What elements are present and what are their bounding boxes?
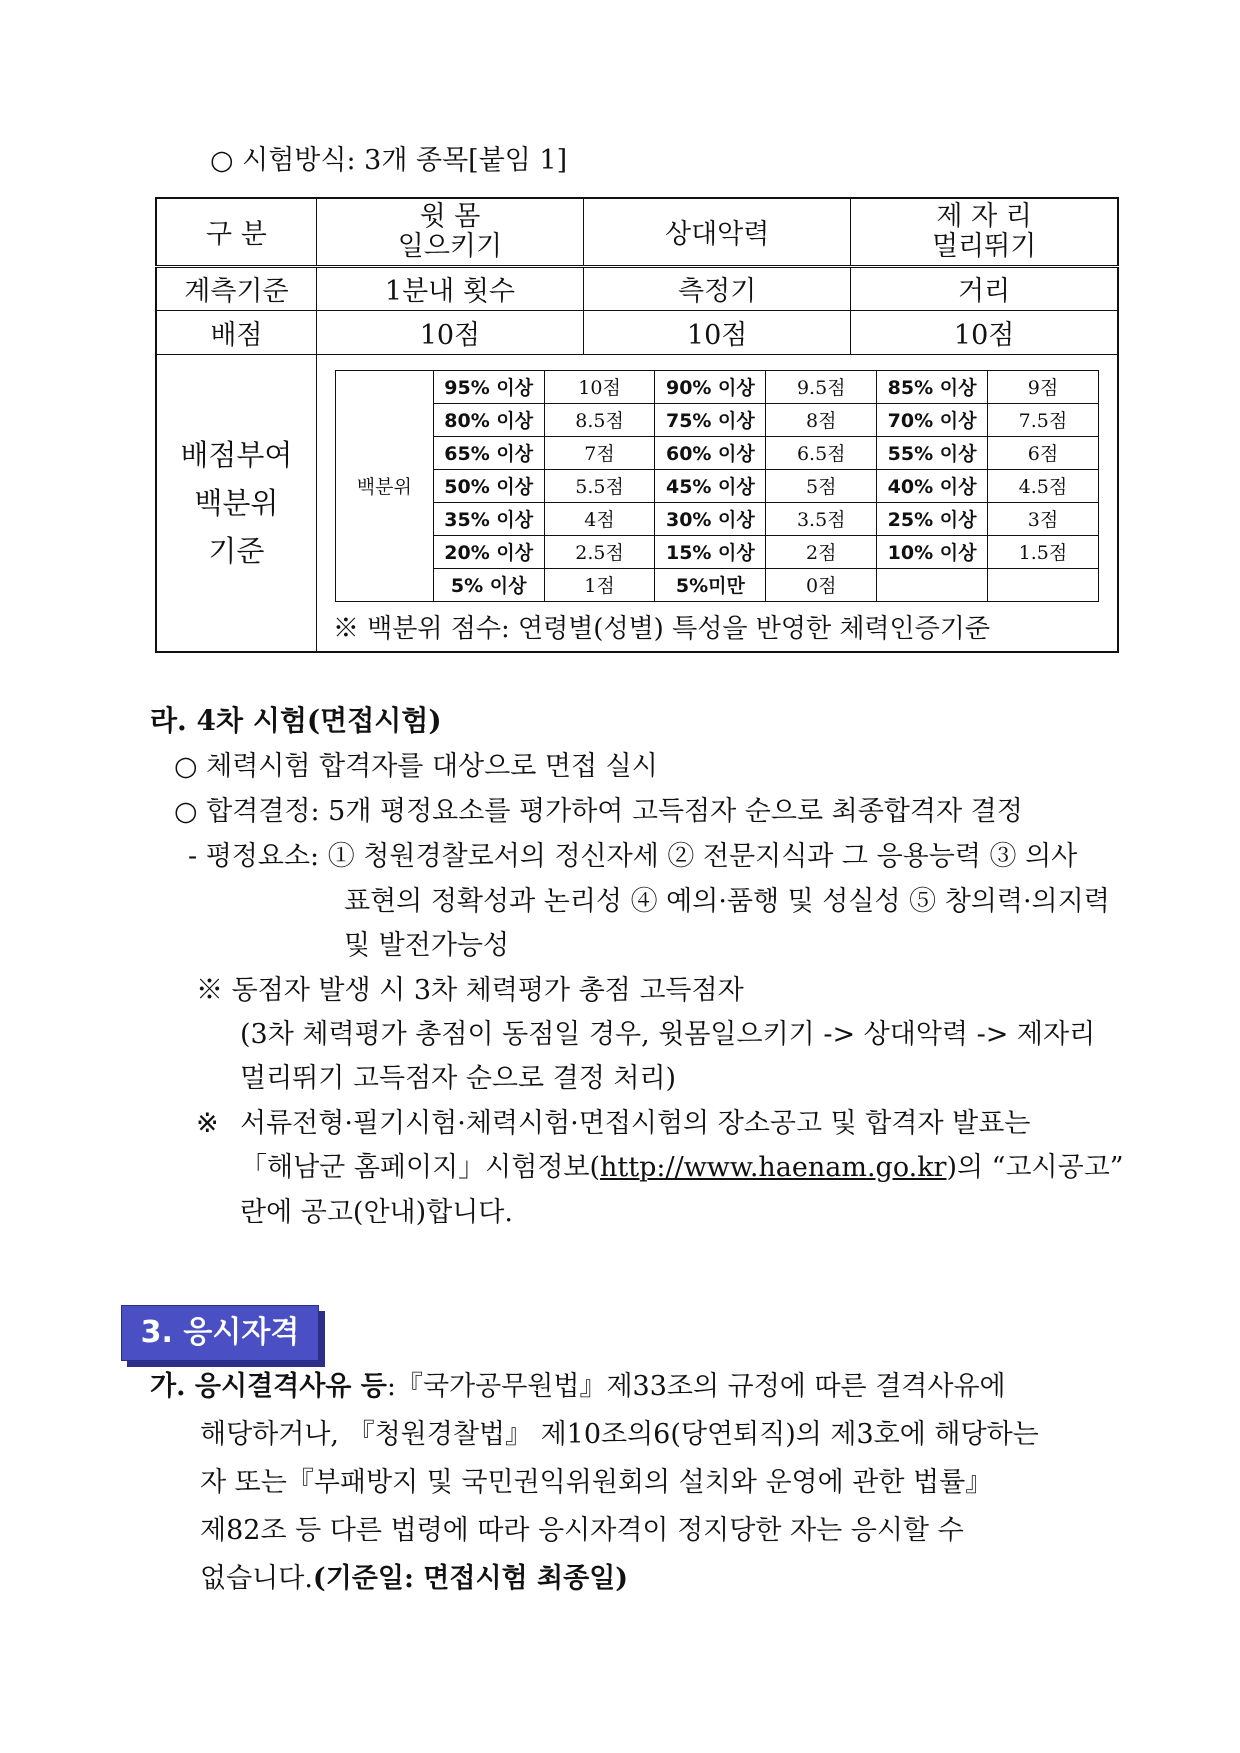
percentile-threshold: 10% 이상 [877,535,988,568]
score-row [156,310,1118,354]
measure-grip: 측정기 [584,266,851,310]
percentile-threshold: 90% 이상 [655,370,766,403]
percentile-points: 7.5점 [988,403,1099,436]
ga-line4: 제82조 등 다른 법령에 따라 응시자격이 정지당한 자는 응시할 수 [200,1515,964,1546]
percentile-threshold: 15% 이상 [655,535,766,568]
measure-longjump: 거리 [851,266,1118,310]
percentile-points: 3점 [988,502,1099,535]
percentile-points: 7점 [544,436,655,469]
basis-label-line3: 기준 [208,533,265,568]
header-situps-line1: 윗 몸 [419,200,481,232]
percentile-points: 4점 [544,502,655,535]
percentile-threshold: 20% 이상 [433,535,544,568]
ra-note1-line3: 멀리뛰기 고득점자 순으로 결정 처리) [240,1063,677,1094]
percentile-points: 8.5점 [544,403,655,436]
exam-table [155,197,1119,653]
ra-note1-line2: (3차 체력평가 총점이 동점일 경우, 윗몸일으키기 -> 상대악력 -> 제자리 [240,1019,1096,1050]
measure-row [156,266,1118,310]
table-header-row [156,198,1118,266]
ga-line5 [200,1562,628,1596]
percentile-points [988,568,1099,601]
header-grip: 상대악력 [584,198,851,266]
header-situps [316,198,583,266]
percentile-row [335,370,1098,403]
percentile-threshold: 65% 이상 [433,436,544,469]
ra-bullet-2: ○ 합격결정: 5개 평정요소를 평가하여 고득점자 순으로 최종합격자 결정 [174,796,1023,827]
ra-note2-line3: 란에 공고(안내)합니다. [240,1197,513,1228]
header-category: 구 분 [156,198,316,266]
percentile-points: 5점 [766,469,877,502]
percentile-points: 10점 [544,370,655,403]
percentile-row [335,436,1098,469]
ga-line2: 해당하거나, 『청원경찰법』 제10조의6(당연퇴직)의 제3호에 해당하는 [200,1419,1039,1450]
ra-note2-line1: 서류전형·필기시험·체력시험·면접시험의 장소공고 및 합격자 발표는 [240,1108,1031,1139]
basis-label-line2: 백분위 [194,485,279,520]
ra-factors-line1: - 평정요소: ① 청원경찰로서의 정신자세 ② 전문지식과 그 응용능력 ③ 의사 [188,841,1078,872]
ra-bullet-1: ○ 체력시험 합격자를 대상으로 면접 실시 [174,751,658,782]
percentile-threshold: 5% 이상 [433,568,544,601]
percentile-points: 1.5점 [988,535,1099,568]
ra-note2-mark: ※ [196,1108,219,1139]
percentile-footnote: ※ 백분위 점수: 연령별(성별) 특성을 반영한 체력인증기준 [332,613,991,644]
percentile-threshold: 25% 이상 [877,502,988,535]
percentile-threshold: 95% 이상 [433,370,544,403]
ga-line1 [150,1370,1006,1404]
percentile-points: 6.5점 [766,436,877,469]
ga-prefix: 가. [150,1371,195,1402]
score-longjump: 10점 [851,310,1118,354]
percentile-points: 9.5점 [766,370,877,403]
percentile-row [335,502,1098,535]
percentile-points: 2점 [766,535,877,568]
percentile-row [335,535,1098,568]
percentile-threshold: 5%미만 [655,568,766,601]
percentile-threshold: 85% 이상 [877,370,988,403]
percentile-threshold: 75% 이상 [655,403,766,436]
basis-label [156,354,316,652]
ra-note2-line2-start: 「해남군 홈페이지」시험정보( [240,1152,601,1183]
ga-line5-start: 없습니다. [200,1563,313,1594]
percentile-threshold: 40% 이상 [877,469,988,502]
percentile-row [335,403,1098,436]
percentile-points: 2.5점 [544,535,655,568]
basis-row [156,354,1118,652]
ga-heading: 응시결격사유 등 [194,1371,387,1402]
percentile-threshold: 50% 이상 [433,469,544,502]
exam-method-line: ○ 시험방식: 3개 종목[붙임 1] [210,145,568,176]
ga-line3: 자 또는『부패방지 및 국민권익위원회의 설치와 운영에 관한 법률』 [200,1467,993,1498]
score-label: 배점 [156,310,316,354]
percentile-table [335,370,1099,602]
score-situps: 10점 [316,310,583,354]
percentile-points: 8점 [766,403,877,436]
ga-reference-date: (기준일: 면접시험 최종일) [312,1563,629,1594]
header-situps-line2: 일으키기 [397,230,503,262]
percentile-label: 백분위 [335,370,433,601]
percentile-points: 9점 [988,370,1099,403]
percentile-points: 5.5점 [544,469,655,502]
ra-factors-line3: 및 발전가능성 [344,930,510,961]
ra-note2-line2 [240,1151,1124,1185]
section-ra-title: 라. 4차 시험(면접시험) [150,704,442,737]
ra-note2-line2-end: )의 “고시공고” [946,1152,1124,1183]
percentile-threshold: 55% 이상 [877,436,988,469]
percentile-row [335,469,1098,502]
percentile-points: 3.5점 [766,502,877,535]
measure-situps: 1분내 횟수 [316,266,583,310]
basis-content [316,354,1118,652]
score-grip: 10점 [584,310,851,354]
percentile-row [335,568,1098,601]
percentile-threshold: 80% 이상 [433,403,544,436]
measure-label: 계측기준 [156,266,316,310]
ra-note1-line1: ※ 동점자 발생 시 3차 체력평가 총점 고득점자 [196,975,744,1006]
ga-line1-rest: :『국가공무원법』제33조의 규정에 따른 결격사유에 [386,1371,1006,1402]
percentile-threshold [877,568,988,601]
section-3-badge: 3. 응시자격 [121,1305,319,1361]
percentile-points: 0점 [766,568,877,601]
ra-factors-line2: 표현의 정확성과 논리성 ④ 예의·품행 및 성실성 ⑤ 창의력·의지력 [344,886,1110,917]
percentile-points: 4.5점 [988,469,1099,502]
header-longjump-line1: 제 자 리 [936,200,1032,232]
haenam-homepage-link[interactable]: http://www.haenam.go.kr [600,1152,947,1183]
percentile-threshold: 70% 이상 [877,403,988,436]
percentile-points: 1점 [544,568,655,601]
header-longjump-line2: 멀리뛰기 [931,230,1037,262]
percentile-points: 6점 [988,436,1099,469]
basis-label-line1: 배점부여 [180,437,293,472]
percentile-threshold: 45% 이상 [655,469,766,502]
percentile-threshold: 30% 이상 [655,502,766,535]
percentile-threshold: 60% 이상 [655,436,766,469]
percentile-threshold: 35% 이상 [433,502,544,535]
header-longjump [851,198,1118,266]
